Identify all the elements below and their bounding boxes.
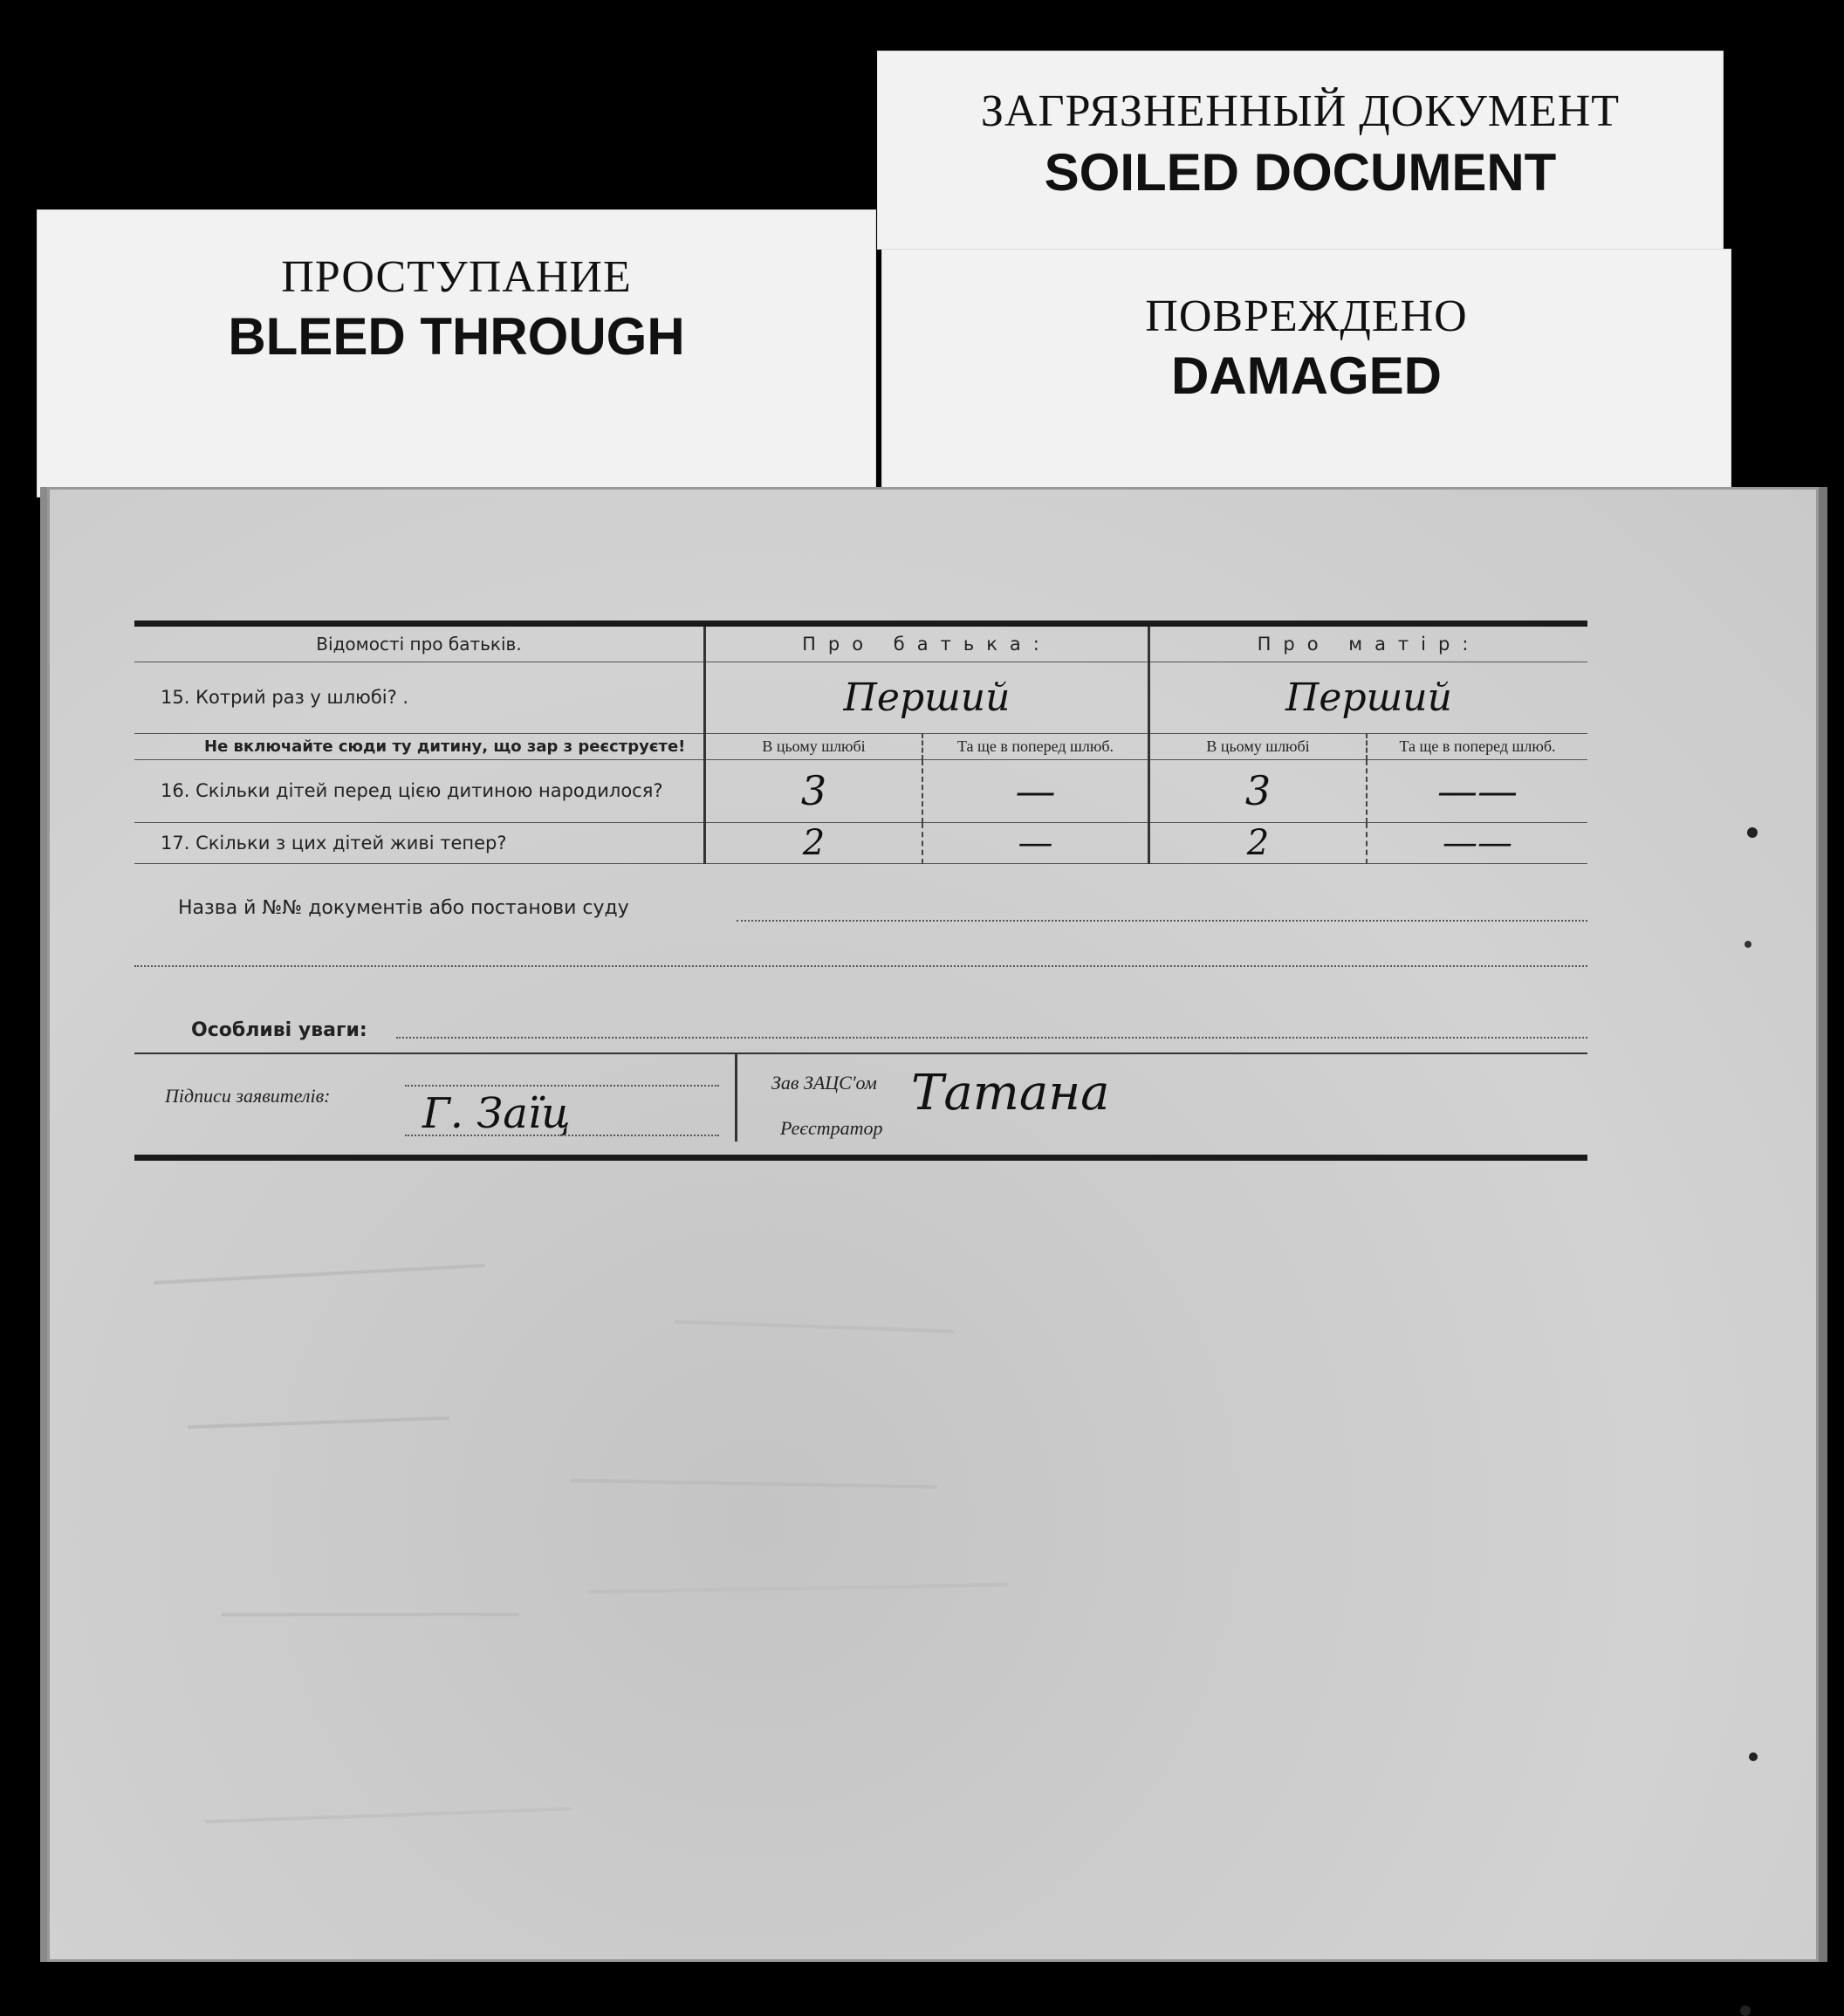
documents-row-2: [134, 936, 1587, 981]
soiled-label-ru: ЗАГРЯЗНЕННЫЙ ДОКУМЕНТ: [980, 86, 1621, 136]
notes-row: [134, 1007, 1587, 1053]
notes-line: [396, 1037, 1587, 1039]
damaged-label-en: DAMAGED: [1171, 346, 1442, 405]
q17-father-this: 2: [705, 822, 923, 863]
q17-father-prev: —: [922, 822, 1149, 863]
registrar-label: Реєстратор: [780, 1116, 883, 1139]
documents-row: [134, 890, 1587, 936]
notes-label: Особливі уваги:: [191, 1018, 367, 1041]
applicant-line-2: [405, 1135, 719, 1136]
mother-this-marriage-header: В цьому шлюбі: [1149, 733, 1368, 759]
document-page: [40, 487, 1827, 1962]
q16-mother-prev: ——: [1367, 759, 1587, 822]
parents-table: [134, 627, 1587, 864]
signature-divider: [735, 1054, 737, 1142]
applicant-signature-label: Підписи заявителів:: [165, 1084, 331, 1107]
warning-note: Не включайте сюди ту дитину, що зар з реєструєте!: [134, 733, 705, 759]
q17-mother-this: 2: [1149, 822, 1368, 863]
header-father: Про батька:: [705, 627, 1149, 662]
q16-mother-this: 3: [1149, 759, 1368, 822]
registrar-signature: Татана: [911, 1064, 1110, 1121]
bleed-label-en: BLEED THROUGH: [228, 307, 685, 366]
q16-father-this: 3: [705, 759, 923, 822]
header-mother: Про матір:: [1149, 627, 1588, 662]
father-prev-marriage-header: Та ще в поперед шлюб.: [922, 733, 1149, 759]
q15-mother: Перший: [1149, 662, 1588, 733]
bleed-label-ru: ПРОСТУПАНИЕ: [281, 252, 632, 302]
q15-father: Перший: [705, 662, 1149, 733]
applicant-line-1: [405, 1085, 719, 1087]
documents-line: [737, 920, 1587, 922]
header-parents-info: Відомості про батьків.: [134, 627, 705, 662]
damaged-slip: [881, 249, 1731, 502]
documents-label: Назва й №№ документів або постанови суду: [178, 896, 629, 919]
parents-info-form: [134, 621, 1587, 1161]
father-this-marriage-header: В цьому шлюбі: [705, 733, 923, 759]
bottom-rule: [134, 1155, 1587, 1161]
documents-line-2: [134, 965, 1587, 967]
top-rule: [134, 621, 1587, 627]
applicant-signature: Г. Заїц: [422, 1088, 571, 1138]
q16-father-prev: —: [922, 759, 1149, 822]
q16-label: 16. Скільки дітей перед цією дитиною народилося?: [134, 759, 705, 822]
q17-mother-prev: ——: [1367, 822, 1587, 863]
q15-label: 15. Котрий раз у шлюбі? .: [134, 662, 705, 733]
q17-label: 17. Скільки з цих дітей живі тепер?: [134, 822, 705, 863]
soiled-label-en: SOILED DOCUMENT: [1044, 143, 1557, 202]
mother-prev-marriage-header: Та ще в поперед шлюб.: [1367, 733, 1587, 759]
head-label: Зав ЗАЦС'ом: [771, 1071, 877, 1094]
damaged-label-ru: ПОВРЕЖДЕНО: [1145, 291, 1468, 341]
bleed-through-slip: [37, 209, 876, 497]
signature-block: [134, 1053, 1587, 1155]
soiled-document-slip: [877, 51, 1724, 250]
